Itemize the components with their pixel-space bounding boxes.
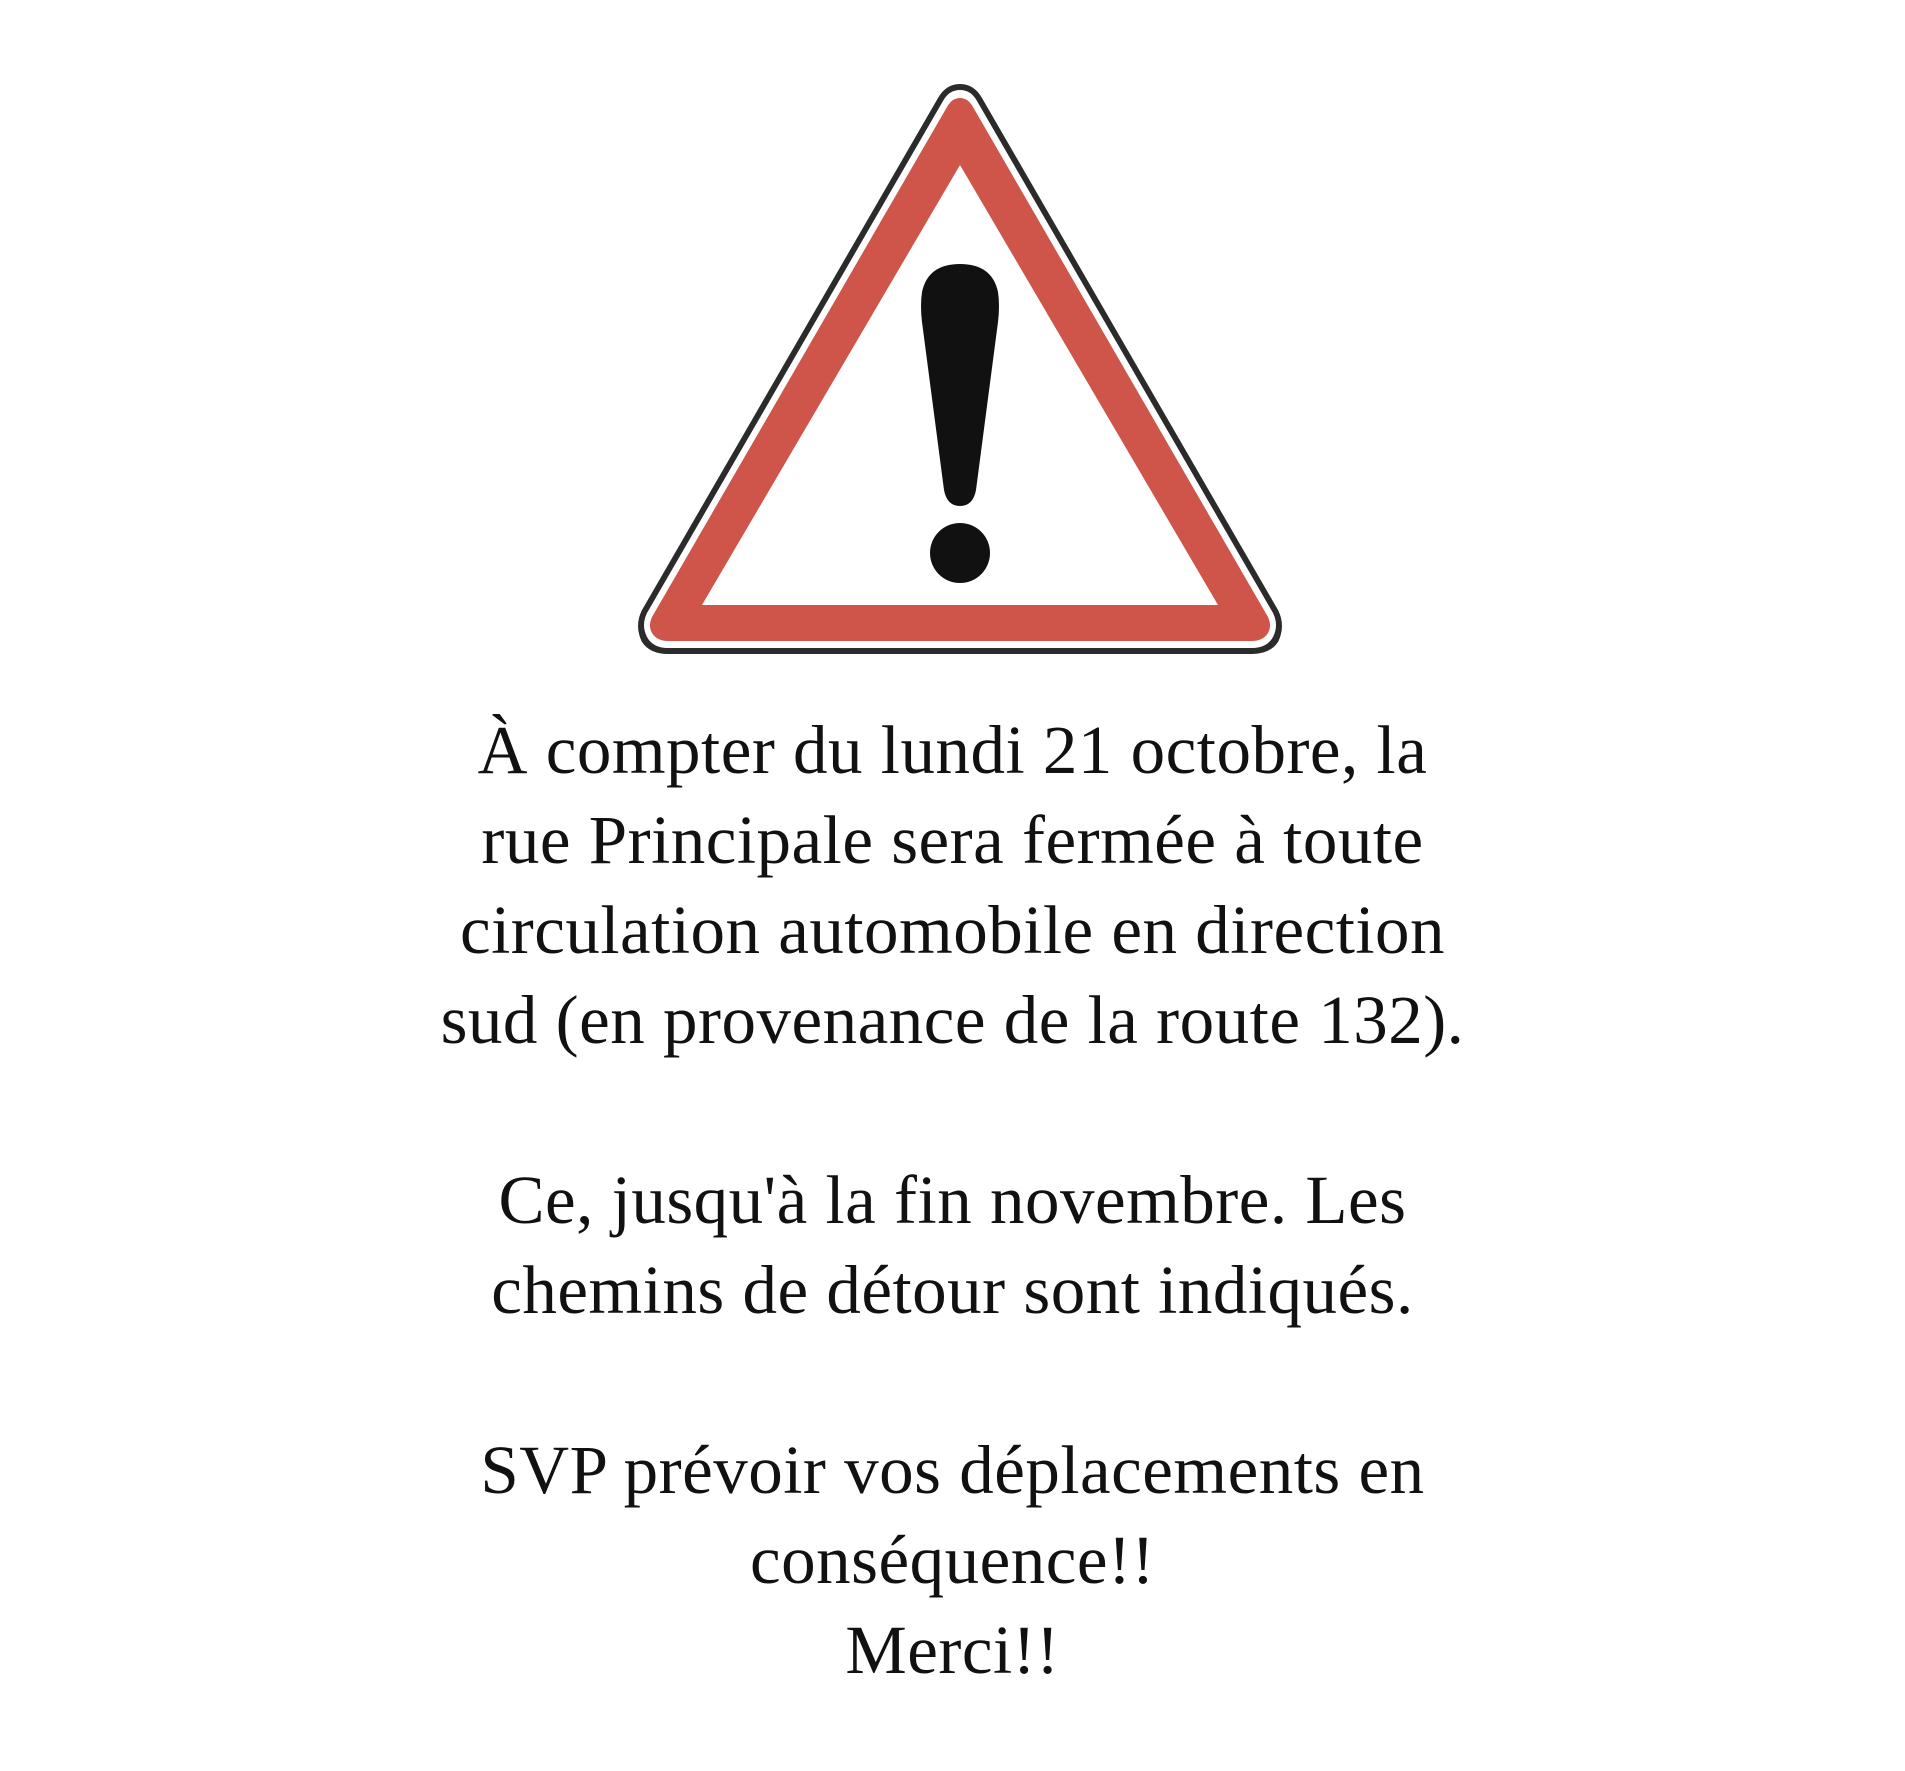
paragraph-spacer bbox=[0, 1335, 1905, 1425]
notice-line: Ce, jusqu'à la fin novembre. Les bbox=[498, 1162, 1407, 1238]
notice-line: chemins de détour sont indiqués. bbox=[491, 1252, 1414, 1328]
notice-paragraph-closure bbox=[0, 705, 1905, 1065]
road-closure-notice bbox=[0, 705, 1905, 1695]
notice-closing: Merci!! bbox=[845, 1612, 1060, 1688]
notice-line: circulation automobile en direction bbox=[459, 892, 1446, 968]
notice-paragraph-duration bbox=[0, 1155, 1905, 1335]
notice-line: rue Principale sera fermée à toute bbox=[481, 802, 1424, 878]
warning-sign bbox=[630, 70, 1290, 670]
notice-line: conséquence!! bbox=[750, 1522, 1155, 1598]
notice-paragraph-advice bbox=[0, 1425, 1905, 1695]
notice-line: À compter du lundi 21 octobre, la bbox=[477, 712, 1428, 788]
notice-line: SVP prévoir vos déplacements en bbox=[480, 1432, 1425, 1508]
paragraph-spacer bbox=[0, 1065, 1905, 1155]
exclamation-dot bbox=[930, 523, 990, 583]
warning-triangle-icon bbox=[630, 70, 1290, 670]
notice-line: sud (en provenance de la route 132). bbox=[440, 982, 1465, 1058]
